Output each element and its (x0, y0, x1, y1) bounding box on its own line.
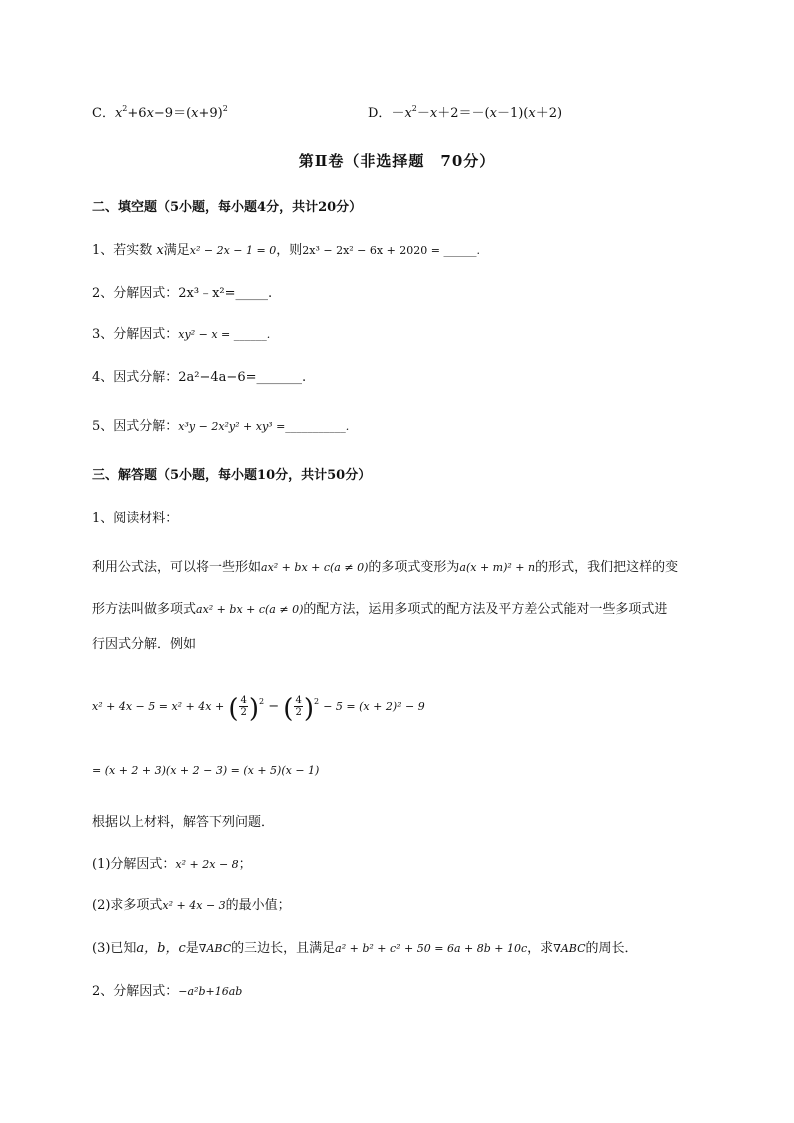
option-d-var: x (404, 106, 412, 121)
para2-text-a: 形方法叫做多项式 (92, 602, 197, 617)
option-c-part2: −9＝( (153, 106, 192, 121)
eq2-expression: = (x + 2 + 3)(x + 2 − 3) = (x + 5)(x − 1) (92, 764, 320, 777)
para1-expr-1: ax² + bx + c(a ≠ 0) (261, 561, 369, 574)
option-d-part2: － (416, 106, 430, 121)
reading-title: 1、阅读材料： (92, 511, 179, 526)
sub3-mid: 是 (185, 941, 199, 956)
option-c-part3: +9) (198, 106, 223, 121)
para1-expr-2: a(x + m)² + n (459, 561, 536, 574)
para1-text-a: 利用公式法，可以将一些形如 (92, 560, 262, 575)
option-c-part: +6 (127, 106, 147, 121)
para1-text-b: 的多项式变形为 (368, 560, 460, 575)
q2-prefix: 2、分解因式： (92, 286, 179, 301)
sub3-triangle-2: ∇ABC (553, 942, 586, 955)
q5-prefix: 5、因式分解： (92, 419, 179, 434)
q1-prefix: 1、若实数 (92, 243, 153, 258)
option-d-label: D． (368, 106, 392, 121)
q2-solve-expression: −a²b+16ab (178, 985, 243, 998)
q2-solve-prefix: 2、分解因式： (92, 984, 179, 999)
q3-prefix: 3、分解因式： (92, 327, 179, 342)
option-c-var3: x (191, 106, 199, 121)
para2-expr: ax² + bx + c(a ≠ 0) (196, 603, 304, 616)
sub1-expression: x² + 2x − 8 (175, 858, 239, 871)
q2-expression: 2x³﹣x²=_____. (178, 286, 273, 301)
reading-paragraph-1 (92, 560, 678, 576)
volume-title: 第Ⅱ卷（非选择题 70分） (298, 152, 496, 170)
q3-expression: xy² − x = ______. (178, 328, 271, 341)
example-equation-2 (92, 763, 319, 779)
option-d-part5: ＋2) (535, 106, 563, 121)
fill-question-1 (92, 243, 480, 259)
instruction: 根据以上材料，解答下列问题． (92, 815, 275, 830)
sub3-triangle: ∇ABC (198, 942, 232, 955)
q4-expression: 2a²−4a−6=_______. (178, 370, 307, 385)
sub2-expression: x² + 4x − 3 (162, 899, 226, 912)
sub2-prefix: (2)求多项式 (92, 898, 163, 913)
fill-question-4 (92, 370, 306, 386)
q1-mid: 满足 (163, 243, 190, 258)
sub3-vars: a，b，c (136, 941, 186, 956)
fraction-1: $\frac{4}{2}$ (240, 695, 247, 718)
option-d: D．$-x^2-x+2=-(x-1)(x+2)$ (368, 104, 563, 121)
option-d-var2: x (429, 106, 438, 121)
option-d-part4: －1)( (496, 106, 529, 121)
fraction-2: $\frac{4}{2}$ (295, 695, 302, 718)
para2-text-b: 的配方法，运用多项式的配方法及平方差公式能对一些多项式进 (303, 602, 668, 617)
fill-question-5 (92, 419, 349, 435)
eq1-right: − 5 = (x + 2)² − 9 (323, 700, 425, 713)
q1-expression: 2x³ − 2x² − 6x + 2020 = ______. (302, 244, 481, 257)
eq1-left: x² + 4x − 5 = x² + 4x + (92, 700, 225, 713)
subquestion-2 (92, 898, 291, 914)
option-c-label: C． (92, 106, 115, 121)
fill-question-2 (92, 286, 272, 302)
option-c-var2: x (146, 106, 154, 121)
option-d-var4: x (528, 106, 536, 121)
option-d-var3: x (489, 106, 497, 121)
q1-then: ，则 (276, 243, 303, 258)
para1-text-c: 的形式，我们把这样的变 (535, 560, 679, 575)
option-c-var: x (114, 106, 123, 121)
option-c: C．$x^2+6x-9=(x+9)^2$ (92, 104, 228, 121)
q4-prefix: 4、因式分解： (92, 370, 179, 385)
sub3-end: 的周长． (585, 941, 638, 956)
section2-heading: 二、填空题（5小题，每小题4分，共计20分） (92, 200, 363, 215)
sub2-end: 的最小值； (225, 898, 291, 913)
fill-question-3 (92, 327, 270, 343)
sub3-mid3: ，求 (527, 941, 554, 956)
section3-heading: 三、解答题（5小题，每小题10分，共计50分） (92, 468, 372, 483)
sub1-end: ； (238, 857, 252, 872)
reading-paragraph-3: 行因式分解．例如 (92, 637, 197, 652)
sub3-prefix: (3)已知 (92, 941, 137, 956)
solve-question-2 (92, 984, 242, 1000)
q5-expression: x³y − 2x²y² + xy³ =___________. (178, 420, 350, 433)
q1-var: x (156, 243, 164, 258)
option-d-part3: ＋2＝－( (437, 106, 490, 121)
sub1-prefix: (1)分解因式： (92, 857, 176, 872)
option-d-part: － (391, 106, 405, 121)
subquestion-3 (92, 941, 638, 957)
example-equation-1: x² + 4x − 5 = x² + 4x + ( $\frac{4}{2}$ )$^2$ − ( $\frac{4}{2}$ )$^2$ − 5 = (x + 2)² − 9 (92, 694, 425, 724)
reading-paragraph-2 (92, 602, 667, 618)
sub3-expression: a² + b² + c² + 50 = 6a + 8b + 10c (335, 942, 528, 955)
subquestion-1 (92, 857, 252, 873)
q1-condition: x² − 2x − 1 = 0 (189, 244, 277, 257)
sub3-mid2: 的三边长，且满足 (231, 941, 336, 956)
